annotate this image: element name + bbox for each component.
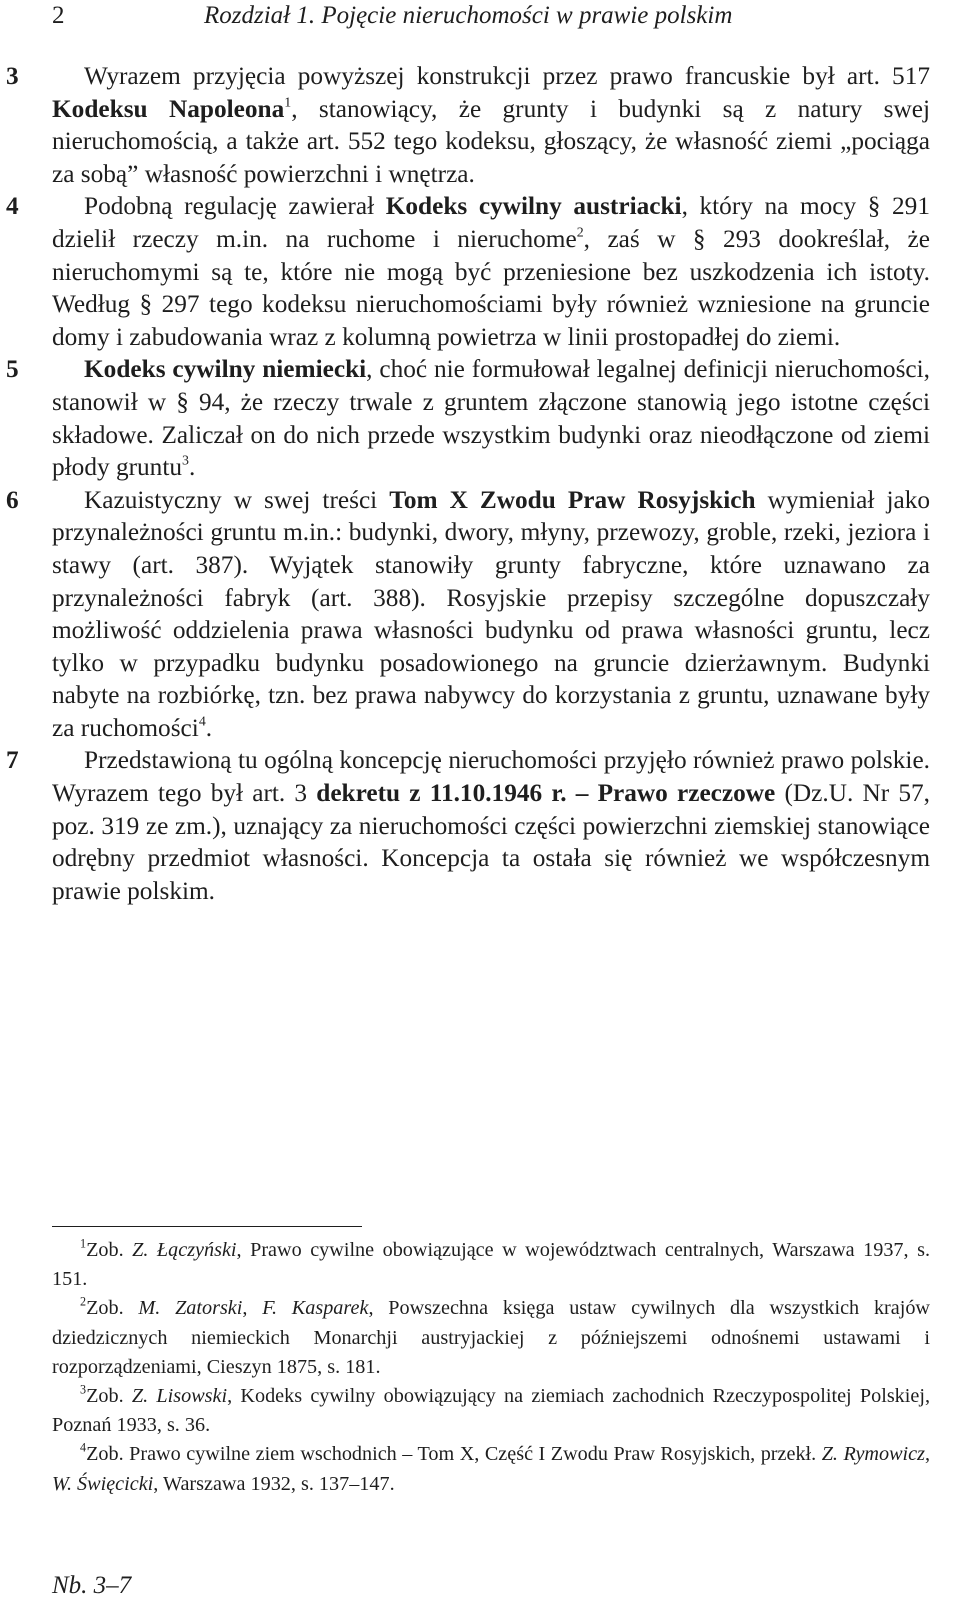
- text-run: .: [188, 453, 196, 482]
- text-run: , Kodeks cywilny obowiązujący na ziemiach zachodnich Rzeczypospolitej Polskiej, Poznań 1933, s. 36.: [52, 1385, 930, 1437]
- text-run: Podobną regulację zawierał: [84, 192, 386, 221]
- bold-term: Kodeks cywilny niemiecki: [84, 355, 367, 384]
- paragraph-4: [0, 190, 960, 353]
- bold-term: Kodeks cywilny austriacki: [385, 192, 682, 221]
- text-run: wymieniał jako przynależności gruntu m.in.: budynki, dwory, młyny, przewozy, groble, rzeki, jeziora i stawy (art. 387). Wyjątek stanowiły grunty fabryczne, które uznawano za przynależności fabryk (art. 388). Rosyjskie przepisy szczególne dopuszczały możliwość oddzielenia prawa własności budynku od prawa własności gruntu, lecz tylko w przypadku budynku posadowionego na gruncie dzierżawnym. Budynki nabyte na rozbiórkę, tzn. bez prawa nabywcy do korzystania z gruntu, uznawane były za ruchomości: [52, 485, 930, 742]
- text-run: , choć nie formułował legalnej definicji nieruchomości, stanowił w § 94, że rzeczy trwale z gruntem złączone stanowią jego istotne części składowe. Zaliczał on do nich przede wszystkim budynki oraz nieodłączone od ziemi płody gruntu: [52, 355, 930, 482]
- footnote-ref: 3: [182, 453, 189, 469]
- footnote-2: [0, 1294, 960, 1382]
- paragraph-3: [0, 60, 960, 190]
- paragraph-5: [0, 353, 960, 483]
- footnote-number: 1: [80, 1236, 87, 1251]
- bold-term: dekretu z 11.10.1946 r. – Prawo rzeczowe: [316, 779, 776, 808]
- author-name: Z. Łączyński: [132, 1239, 237, 1261]
- paragraph-7: [0, 744, 960, 907]
- footnote-ref: 4: [198, 714, 206, 730]
- footnote-separator: [52, 1226, 362, 1227]
- footnote-number: 4: [80, 1440, 87, 1455]
- text-run: Zob.: [86, 1385, 132, 1408]
- text-run: , Prawo cywilne obowiązujące w województwach centralnych, Warszawa 1937, s. 151.: [52, 1239, 930, 1291]
- text-run: Przedstawioną tu ogólną koncepcję nieruchomości przyjęło również prawo polskie. Wyrazem tego był art. 3: [52, 746, 930, 808]
- running-title: Rozdział 1. Pojęcie nieruchomości w prawie polskim: [204, 2, 733, 29]
- footnote-number: 3: [80, 1382, 87, 1397]
- text-run: , zaś w § 293 dookreślał, że nieruchomymi są te, które nie mogą być przeniesione bez uszkodzenia ich istoty. Według § 297 tego kodeksu nieruchomościami były również wzniesione na gruncie domy i zabudowania wraz z kolumną powietrza w linii prostopadłej do ziemi.: [52, 224, 931, 351]
- footnote-4: [0, 1440, 960, 1498]
- footnote-ref: 1: [284, 95, 292, 111]
- footnote-number: 2: [80, 1294, 87, 1309]
- text-run: Kazuistyczny w swej treści: [84, 485, 390, 514]
- text-run: Zob. Prawo cywilne ziem wschodnich – Tom X, Część I Zwodu Praw Rosyjskich, przekł.: [86, 1443, 822, 1466]
- text-run: Zob.: [86, 1297, 139, 1320]
- text-run: ,: [242, 1297, 263, 1320]
- margin-number: 4: [6, 192, 19, 221]
- author-name: Z. Lisowski: [131, 1385, 228, 1408]
- author-name: F. Kasparek: [262, 1297, 369, 1320]
- margin-number: 7: [6, 746, 19, 775]
- footnotes: [0, 1236, 960, 1499]
- main-text: [0, 60, 960, 907]
- text-run: , Powszechna księga ustaw cywilnych dla wszystkich krajów dziedzicznych niemieckich Monarchji austryjackiej z późniejszemi odnośnemi ustawami i rozporządzeniami, Cieszyn 1875, s. 181.: [52, 1297, 930, 1378]
- bold-term: Kodeksu Napoleona: [52, 94, 285, 123]
- author-name: M. Zatorski: [138, 1297, 243, 1320]
- margin-number: 3: [6, 62, 19, 90]
- margin-number: 6: [6, 485, 19, 514]
- text-run: , który na mocy § 291 dzielił rzeczy m.in. na ruchome i nieruchome: [52, 192, 930, 253]
- text-run: , stanowiący, że grunty i budynki są z natury swej nieruchomością, a także art. 552 tego kodeksu, głoszący, że własność ziemi „pociąga za sobą” własność powierzchni i wnętrza.: [52, 94, 931, 188]
- running-header: [52, 2, 932, 38]
- text-run: Wyrazem przyjęcia powyższej konstrukcji przez prawo francuskie był art. 517: [84, 62, 930, 90]
- bold-term: Tom X Zwodu Praw Rosyjskich: [389, 485, 756, 514]
- footnote-ref: 2: [576, 225, 584, 241]
- author-name: Z. Rymowicz: [821, 1443, 925, 1466]
- author-name: W. Święcicki: [52, 1472, 154, 1495]
- footnote-1: [0, 1236, 960, 1294]
- margin-number: 5: [6, 355, 19, 384]
- footnote-3: [0, 1382, 960, 1440]
- page-number: 2: [52, 2, 65, 29]
- text-run: Zob.: [86, 1239, 133, 1261]
- paragraph-6: [0, 484, 960, 745]
- margin-number-range: Nb. 3–7: [52, 1572, 132, 1599]
- text-run: (Dz.U. Nr 57, poz. 319 ze zm.), uznający za nieruchomości części powierzchni ziemskiej stanowiące odrębny przedmiot własności. Koncepcja ta ostała się również we współczesnym prawie polskim.: [52, 779, 930, 905]
- text-run: , Warszawa 1932, s. 137–147.: [153, 1472, 395, 1495]
- text-run: .: [205, 713, 213, 742]
- text-run: ,: [924, 1443, 931, 1466]
